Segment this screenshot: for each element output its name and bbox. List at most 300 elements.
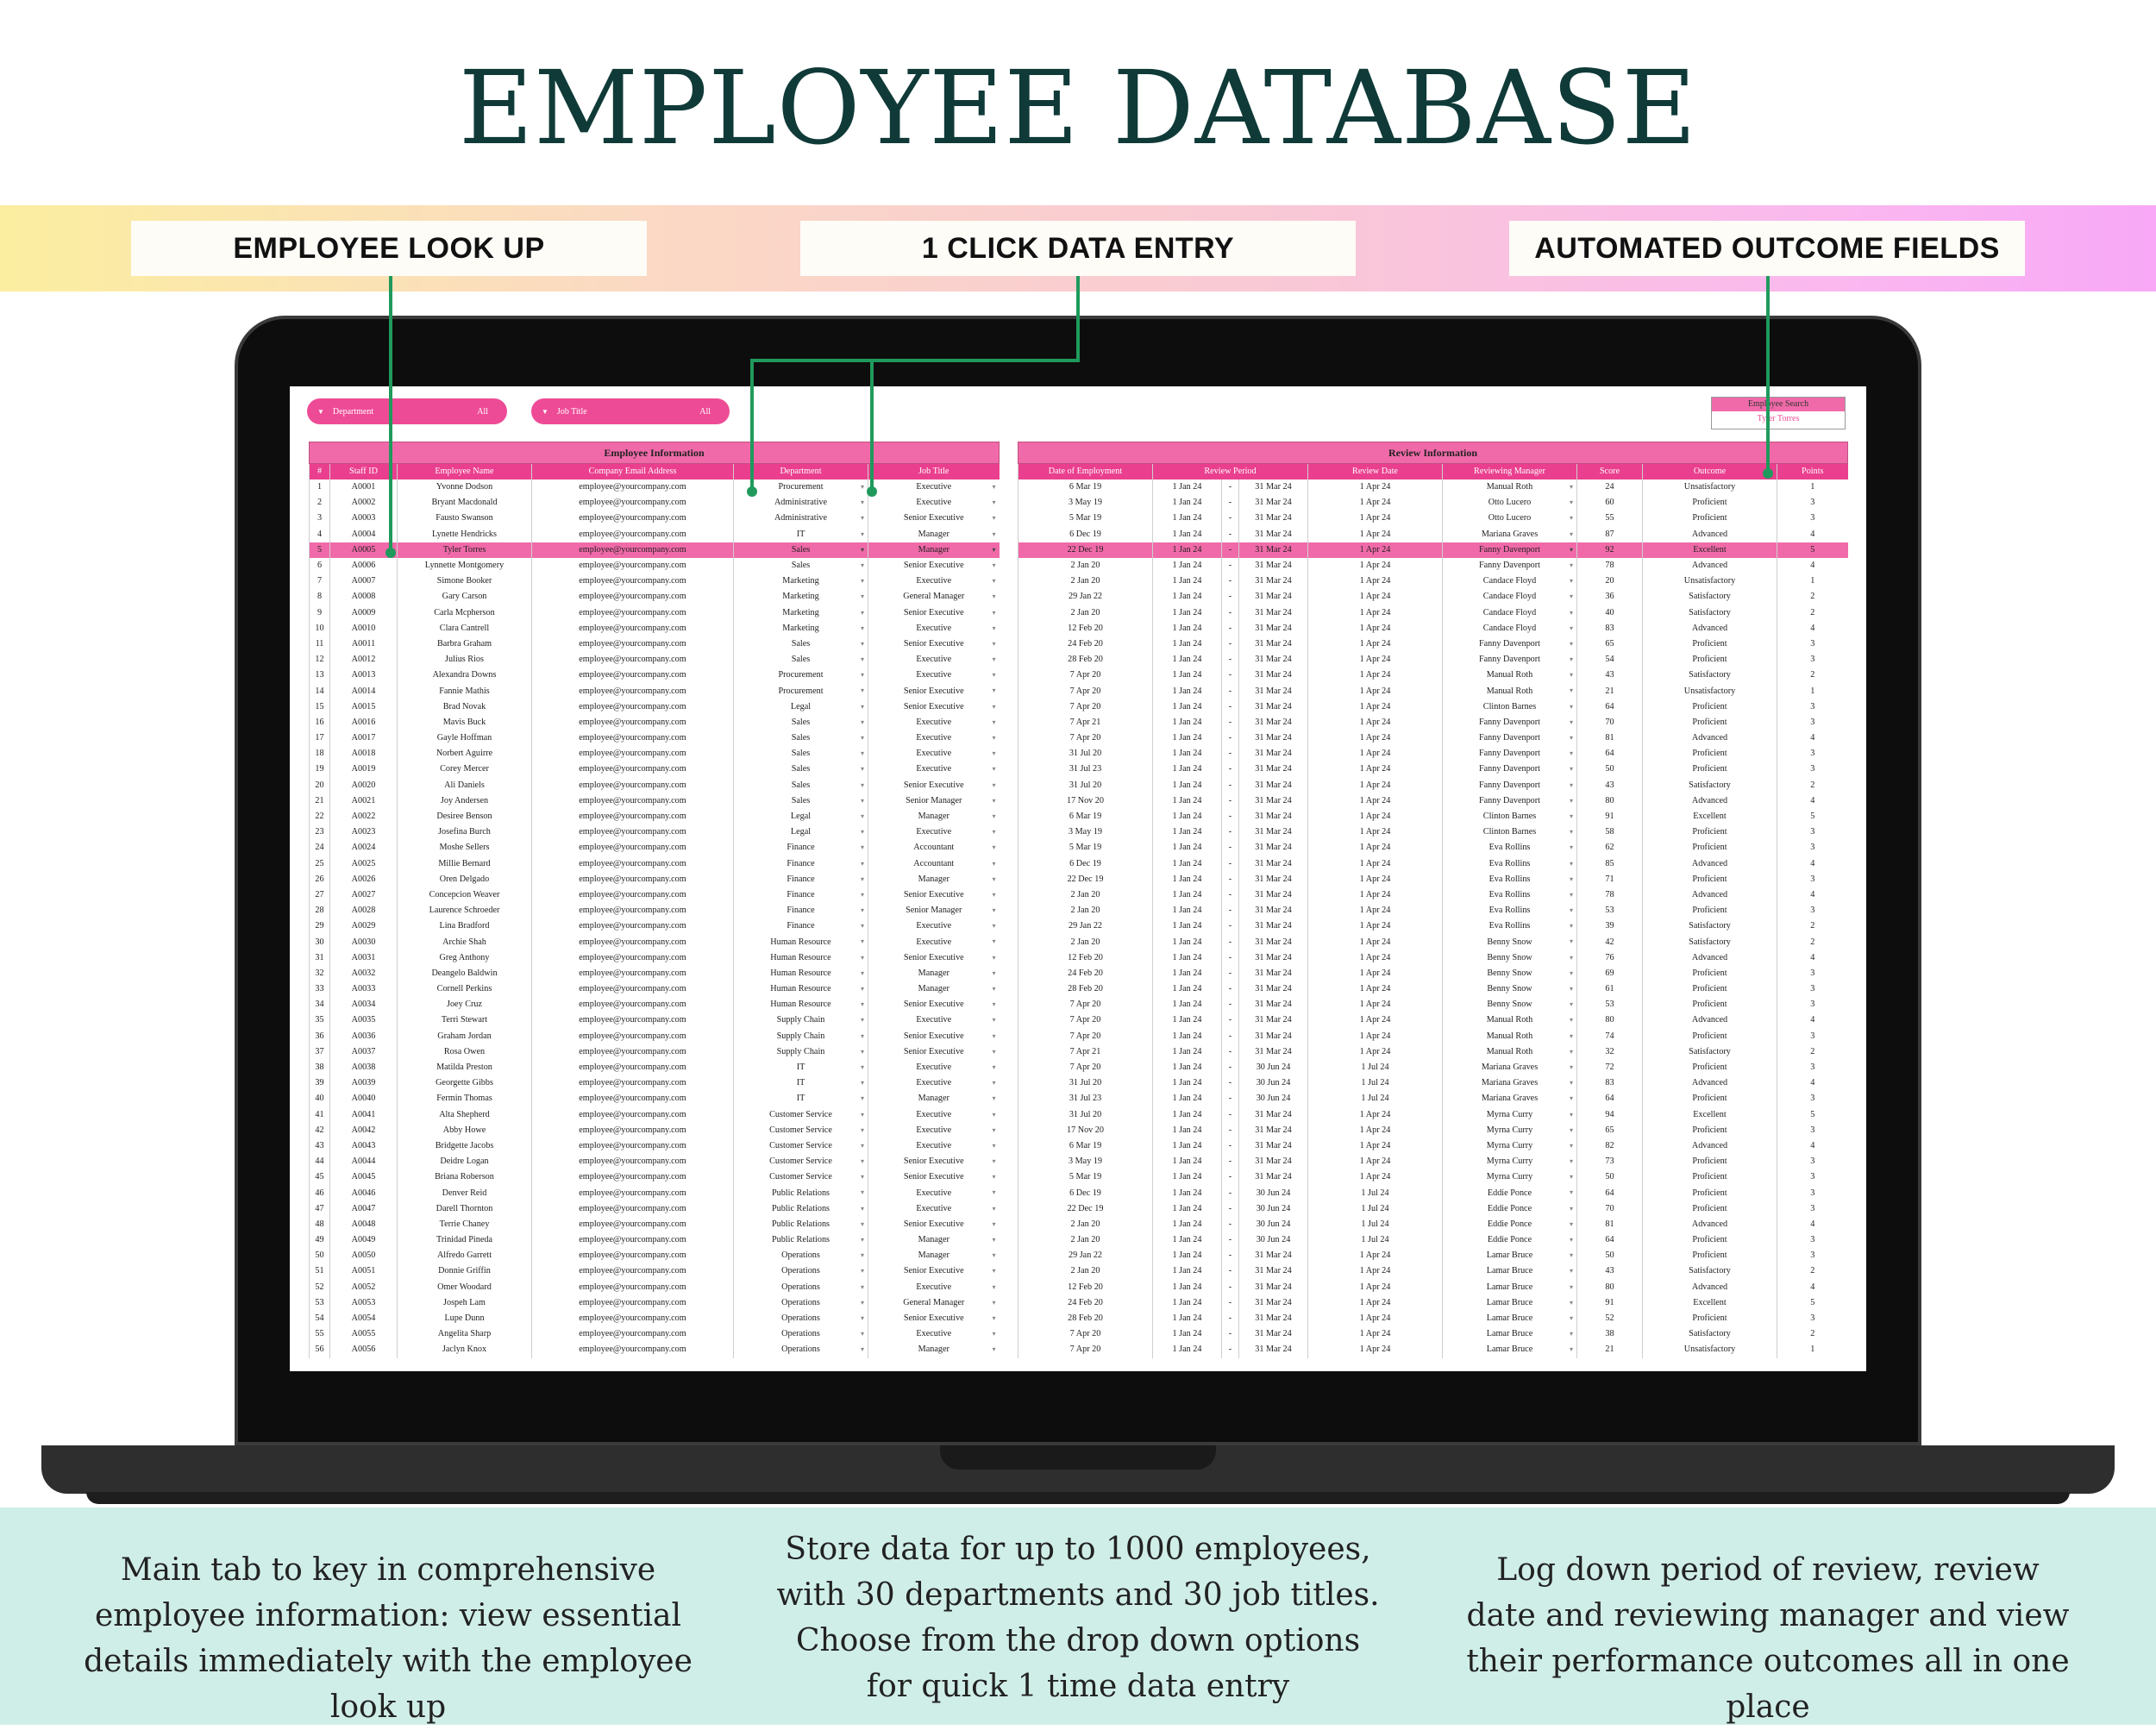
date-of-employment-cell[interactable]: 3 May 19: [1018, 1154, 1153, 1169]
email-cell[interactable]: employee@yourcompany.com: [532, 1138, 734, 1154]
review-period-end-cell[interactable]: 31 Mar 24: [1239, 1342, 1308, 1357]
email-cell[interactable]: employee@yourcompany.com: [532, 746, 734, 762]
review-period-end-cell[interactable]: 31 Mar 24: [1239, 1123, 1308, 1138]
job-title-dropdown-cell[interactable]: Senior Executive ▾: [868, 636, 1000, 652]
email-cell[interactable]: employee@yourcompany.com: [532, 1280, 734, 1295]
staff-id-cell[interactable]: A0009: [330, 605, 398, 621]
job-title-dropdown-cell[interactable]: Executive ▾: [868, 621, 1000, 636]
review-period-end-cell[interactable]: 31 Mar 24: [1239, 652, 1308, 668]
review-period-end-cell[interactable]: 31 Mar 24: [1239, 621, 1308, 636]
department-dropdown-cell[interactable]: Human Resource ▾: [734, 934, 868, 950]
review-period-end-cell[interactable]: 30 Jun 24: [1239, 1217, 1308, 1232]
review-date-cell[interactable]: 1 Apr 24: [1308, 1311, 1443, 1326]
employee-name-cell[interactable]: Bryant Macdonald: [398, 495, 532, 511]
review-date-cell[interactable]: 1 Apr 24: [1308, 527, 1443, 542]
score-cell[interactable]: 80: [1577, 1012, 1643, 1028]
reviewing-manager-dropdown-cell[interactable]: Lamar Bruce ▾: [1443, 1280, 1577, 1295]
job-title-dropdown-cell[interactable]: Senior Executive ▾: [868, 950, 1000, 966]
staff-id-cell[interactable]: A0033: [330, 981, 398, 997]
employee-name-cell[interactable]: Norbert Aguirre: [398, 746, 532, 762]
email-cell[interactable]: employee@yourcompany.com: [532, 1044, 734, 1060]
review-period-end-cell[interactable]: 31 Mar 24: [1239, 1138, 1308, 1154]
date-of-employment-cell[interactable]: 3 May 19: [1018, 824, 1153, 840]
job-title-dropdown-cell[interactable]: Senior Executive ▾: [868, 1263, 1000, 1279]
score-cell[interactable]: 91: [1577, 809, 1643, 824]
review-date-cell[interactable]: 1 Jul 24: [1308, 1232, 1443, 1248]
review-period-start-cell[interactable]: 1 Jan 24: [1153, 1295, 1222, 1311]
review-period-start-cell[interactable]: 1 Jan 24: [1153, 872, 1222, 887]
department-dropdown-cell[interactable]: Customer Service ▾: [734, 1138, 868, 1154]
date-of-employment-cell[interactable]: 2 Jan 20: [1018, 558, 1153, 574]
score-cell[interactable]: 64: [1577, 1185, 1643, 1200]
review-date-cell[interactable]: 1 Apr 24: [1308, 903, 1443, 918]
department-dropdown-cell[interactable]: Procurement ▾: [734, 480, 868, 495]
review-period-start-cell[interactable]: 1 Jan 24: [1153, 542, 1222, 558]
email-cell[interactable]: employee@yourcompany.com: [532, 1123, 734, 1138]
score-cell[interactable]: 70: [1577, 1201, 1643, 1217]
review-period-end-cell[interactable]: 31 Mar 24: [1239, 1311, 1308, 1326]
job-title-dropdown-cell[interactable]: Senior Executive ▾: [868, 683, 1000, 699]
staff-id-cell[interactable]: A0022: [330, 809, 398, 824]
employee-name-cell[interactable]: Alfredo Garrett: [398, 1248, 532, 1263]
email-cell[interactable]: employee@yourcompany.com: [532, 966, 734, 981]
department-dropdown-cell[interactable]: Customer Service ▾: [734, 1123, 868, 1138]
department-dropdown-cell[interactable]: Operations ▾: [734, 1263, 868, 1279]
review-date-cell[interactable]: 1 Apr 24: [1308, 981, 1443, 997]
email-cell[interactable]: employee@yourcompany.com: [532, 1107, 734, 1123]
employee-name-cell[interactable]: Simone Booker: [398, 574, 532, 589]
employee-name-cell[interactable]: Jospeh Lam: [398, 1295, 532, 1311]
review-date-cell[interactable]: 1 Apr 24: [1308, 746, 1443, 762]
review-date-cell[interactable]: 1 Jul 24: [1308, 1075, 1443, 1091]
email-cell[interactable]: employee@yourcompany.com: [532, 872, 734, 887]
review-date-cell[interactable]: 1 Apr 24: [1308, 668, 1443, 683]
email-cell[interactable]: employee@yourcompany.com: [532, 1263, 734, 1279]
review-date-cell[interactable]: 1 Apr 24: [1308, 1342, 1443, 1357]
score-cell[interactable]: 20: [1577, 574, 1643, 589]
department-dropdown-cell[interactable]: Marketing ▾: [734, 574, 868, 589]
department-dropdown-cell[interactable]: Sales ▾: [734, 636, 868, 652]
job-title-dropdown-cell[interactable]: Executive ▾: [868, 1060, 1000, 1075]
date-of-employment-cell[interactable]: 31 Jul 23: [1018, 762, 1153, 777]
score-cell[interactable]: 91: [1577, 1295, 1643, 1311]
review-date-cell[interactable]: 1 Jul 24: [1308, 1091, 1443, 1106]
employee-name-cell[interactable]: Greg Anthony: [398, 950, 532, 966]
date-of-employment-cell[interactable]: 6 Dec 19: [1018, 1185, 1153, 1200]
review-period-start-cell[interactable]: 1 Jan 24: [1153, 1060, 1222, 1075]
review-period-start-cell[interactable]: 1 Jan 24: [1153, 981, 1222, 997]
review-period-end-cell[interactable]: 31 Mar 24: [1239, 746, 1308, 762]
staff-id-cell[interactable]: A0027: [330, 887, 398, 903]
staff-id-cell[interactable]: A0006: [330, 558, 398, 574]
reviewing-manager-dropdown-cell[interactable]: Fanny Davenport ▾: [1443, 730, 1577, 746]
score-cell[interactable]: 83: [1577, 1075, 1643, 1091]
department-dropdown-cell[interactable]: Operations ▾: [734, 1326, 868, 1342]
job-title-dropdown-cell[interactable]: Manager ▾: [868, 1091, 1000, 1106]
staff-id-cell[interactable]: A0030: [330, 934, 398, 950]
department-dropdown-cell[interactable]: Finance ▾: [734, 887, 868, 903]
job-title-dropdown-cell[interactable]: Executive ▾: [868, 1138, 1000, 1154]
staff-id-cell[interactable]: A0034: [330, 997, 398, 1012]
job-title-dropdown-cell[interactable]: Manager ▾: [868, 809, 1000, 824]
date-of-employment-cell[interactable]: 2 Jan 20: [1018, 574, 1153, 589]
review-period-start-cell[interactable]: 1 Jan 24: [1153, 480, 1222, 495]
employee-name-cell[interactable]: Clara Cantrell: [398, 621, 532, 636]
email-cell[interactable]: employee@yourcompany.com: [532, 621, 734, 636]
email-cell[interactable]: employee@yourcompany.com: [532, 809, 734, 824]
score-cell[interactable]: 52: [1577, 1311, 1643, 1326]
staff-id-cell[interactable]: A0041: [330, 1107, 398, 1123]
review-period-start-cell[interactable]: 1 Jan 24: [1153, 652, 1222, 668]
job-title-dropdown-cell[interactable]: Senior Executive ▾: [868, 605, 1000, 621]
email-cell[interactable]: employee@yourcompany.com: [532, 1169, 734, 1185]
department-dropdown-cell[interactable]: Administrative ▾: [734, 495, 868, 511]
employee-name-cell[interactable]: Moshe Sellers: [398, 840, 532, 856]
review-date-cell[interactable]: 1 Apr 24: [1308, 683, 1443, 699]
employee-name-cell[interactable]: Georgette Gibbs: [398, 1075, 532, 1091]
job-title-dropdown-cell[interactable]: Senior Executive ▾: [868, 1169, 1000, 1185]
employee-name-cell[interactable]: Denver Reid: [398, 1185, 532, 1200]
date-of-employment-cell[interactable]: 6 Mar 19: [1018, 480, 1153, 495]
job-title-dropdown-cell[interactable]: Executive ▾: [868, 715, 1000, 730]
reviewing-manager-dropdown-cell[interactable]: Manual Roth ▾: [1443, 1044, 1577, 1060]
review-period-start-cell[interactable]: 1 Jan 24: [1153, 511, 1222, 526]
employee-name-cell[interactable]: Darell Thornton: [398, 1201, 532, 1217]
review-period-end-cell[interactable]: 31 Mar 24: [1239, 762, 1308, 777]
review-period-end-cell[interactable]: 31 Mar 24: [1239, 542, 1308, 558]
employee-name-cell[interactable]: Lina Bradford: [398, 918, 532, 934]
employee-name-cell[interactable]: Corey Mercer: [398, 762, 532, 777]
job-title-dropdown-cell[interactable]: Senior Executive ▾: [868, 1311, 1000, 1326]
review-date-cell[interactable]: 1 Apr 24: [1308, 1044, 1443, 1060]
review-period-start-cell[interactable]: 1 Jan 24: [1153, 778, 1222, 793]
score-cell[interactable]: 53: [1577, 997, 1643, 1012]
score-cell[interactable]: 55: [1577, 511, 1643, 526]
review-period-end-cell[interactable]: 31 Mar 24: [1239, 1263, 1308, 1279]
email-cell[interactable]: employee@yourcompany.com: [532, 542, 734, 558]
review-date-cell[interactable]: 1 Apr 24: [1308, 762, 1443, 777]
date-of-employment-cell[interactable]: 24 Feb 20: [1018, 636, 1153, 652]
review-period-start-cell[interactable]: 1 Jan 24: [1153, 1169, 1222, 1185]
review-period-end-cell[interactable]: 31 Mar 24: [1239, 1295, 1308, 1311]
job-title-dropdown-cell[interactable]: Manager ▾: [868, 981, 1000, 997]
job-title-dropdown-cell[interactable]: Executive ▾: [868, 1075, 1000, 1091]
email-cell[interactable]: employee@yourcompany.com: [532, 1012, 734, 1028]
review-period-end-cell[interactable]: 31 Mar 24: [1239, 1280, 1308, 1295]
job-title-dropdown-cell[interactable]: Executive ▾: [868, 934, 1000, 950]
review-period-end-cell[interactable]: 31 Mar 24: [1239, 480, 1308, 495]
review-period-start-cell[interactable]: 1 Jan 24: [1153, 589, 1222, 605]
department-dropdown-cell[interactable]: Supply Chain ▾: [734, 1029, 868, 1044]
review-period-start-cell[interactable]: 1 Jan 24: [1153, 966, 1222, 981]
email-cell[interactable]: employee@yourcompany.com: [532, 997, 734, 1012]
email-cell[interactable]: employee@yourcompany.com: [532, 856, 734, 872]
employee-name-cell[interactable]: Lynnette Montgomery: [398, 558, 532, 574]
job-title-dropdown-cell[interactable]: Executive ▾: [868, 1107, 1000, 1123]
staff-id-cell[interactable]: A0021: [330, 793, 398, 809]
employee-name-cell[interactable]: Yvonne Dodson: [398, 480, 532, 495]
date-of-employment-cell[interactable]: 29 Jan 22: [1018, 589, 1153, 605]
score-cell[interactable]: 43: [1577, 668, 1643, 683]
job-title-dropdown-cell[interactable]: Executive ▾: [868, 730, 1000, 746]
review-period-end-cell[interactable]: 31 Mar 24: [1239, 1169, 1308, 1185]
staff-id-cell[interactable]: A0047: [330, 1201, 398, 1217]
review-period-end-cell[interactable]: 30 Jun 24: [1239, 1060, 1308, 1075]
department-dropdown-cell[interactable]: IT ▾: [734, 527, 868, 542]
review-date-cell[interactable]: 1 Apr 24: [1308, 1263, 1443, 1279]
department-dropdown-cell[interactable]: Marketing ▾: [734, 621, 868, 636]
reviewing-manager-dropdown-cell[interactable]: Benny Snow ▾: [1443, 934, 1577, 950]
score-cell[interactable]: 53: [1577, 903, 1643, 918]
review-period-start-cell[interactable]: 1 Jan 24: [1153, 824, 1222, 840]
department-dropdown-cell[interactable]: Sales ▾: [734, 715, 868, 730]
staff-id-cell[interactable]: A0054: [330, 1311, 398, 1326]
job-title-dropdown-cell[interactable]: Executive ▾: [868, 652, 1000, 668]
job-title-dropdown-cell[interactable]: Senior Executive ▾: [868, 699, 1000, 715]
review-period-start-cell[interactable]: 1 Jan 24: [1153, 605, 1222, 621]
review-period-start-cell[interactable]: 1 Jan 24: [1153, 558, 1222, 574]
reviewing-manager-dropdown-cell[interactable]: Candace Floyd ▾: [1443, 589, 1577, 605]
review-date-cell[interactable]: 1 Apr 24: [1308, 1138, 1443, 1154]
email-cell[interactable]: employee@yourcompany.com: [532, 589, 734, 605]
review-date-cell[interactable]: 1 Apr 24: [1308, 966, 1443, 981]
email-cell[interactable]: employee@yourcompany.com: [532, 652, 734, 668]
employee-name-cell[interactable]: Rosa Owen: [398, 1044, 532, 1060]
employee-name-cell[interactable]: Fausto Swanson: [398, 511, 532, 526]
score-cell[interactable]: 50: [1577, 762, 1643, 777]
reviewing-manager-dropdown-cell[interactable]: Lamar Bruce ▾: [1443, 1326, 1577, 1342]
score-cell[interactable]: 43: [1577, 778, 1643, 793]
reviewing-manager-dropdown-cell[interactable]: Fanny Davenport ▾: [1443, 652, 1577, 668]
review-period-end-cell[interactable]: 31 Mar 24: [1239, 950, 1308, 966]
date-of-employment-cell[interactable]: 22 Dec 19: [1018, 542, 1153, 558]
date-of-employment-cell[interactable]: 12 Feb 20: [1018, 950, 1153, 966]
department-dropdown-cell[interactable]: IT ▾: [734, 1091, 868, 1106]
review-period-start-cell[interactable]: 1 Jan 24: [1153, 1044, 1222, 1060]
review-period-end-cell[interactable]: 31 Mar 24: [1239, 715, 1308, 730]
date-of-employment-cell[interactable]: 6 Dec 19: [1018, 856, 1153, 872]
date-of-employment-cell[interactable]: 2 Jan 20: [1018, 934, 1153, 950]
department-dropdown-cell[interactable]: Sales ▾: [734, 746, 868, 762]
date-of-employment-cell[interactable]: 2 Jan 20: [1018, 1263, 1153, 1279]
date-of-employment-cell[interactable]: 31 Jul 20: [1018, 1075, 1153, 1091]
score-cell[interactable]: 76: [1577, 950, 1643, 966]
job-title-dropdown-cell[interactable]: Executive ▾: [868, 1185, 1000, 1200]
staff-id-cell[interactable]: A0053: [330, 1295, 398, 1311]
review-date-cell[interactable]: 1 Apr 24: [1308, 589, 1443, 605]
email-cell[interactable]: employee@yourcompany.com: [532, 934, 734, 950]
review-date-cell[interactable]: 1 Apr 24: [1308, 652, 1443, 668]
department-dropdown-cell[interactable]: Finance ▾: [734, 872, 868, 887]
staff-id-cell[interactable]: A0051: [330, 1263, 398, 1279]
job-title-dropdown-cell[interactable]: General Manager ▾: [868, 589, 1000, 605]
review-period-end-cell[interactable]: 31 Mar 24: [1239, 856, 1308, 872]
review-period-end-cell[interactable]: 31 Mar 24: [1239, 699, 1308, 715]
job-title-dropdown-cell[interactable]: Executive ▾: [868, 1326, 1000, 1342]
review-period-start-cell[interactable]: 1 Jan 24: [1153, 699, 1222, 715]
job-title-dropdown-cell[interactable]: Senior Executive ▾: [868, 887, 1000, 903]
date-of-employment-cell[interactable]: 31 Jul 20: [1018, 1107, 1153, 1123]
date-of-employment-cell[interactable]: 2 Jan 20: [1018, 1217, 1153, 1232]
department-dropdown-cell[interactable]: Customer Service ▾: [734, 1169, 868, 1185]
employee-name-cell[interactable]: Alexandra Downs: [398, 668, 532, 683]
department-dropdown-cell[interactable]: Operations ▾: [734, 1280, 868, 1295]
review-date-cell[interactable]: 1 Apr 24: [1308, 574, 1443, 589]
employee-name-cell[interactable]: Deidre Logan: [398, 1154, 532, 1169]
staff-id-cell[interactable]: A0011: [330, 636, 398, 652]
review-period-start-cell[interactable]: 1 Jan 24: [1153, 621, 1222, 636]
review-period-start-cell[interactable]: 1 Jan 24: [1153, 1012, 1222, 1028]
email-cell[interactable]: employee@yourcompany.com: [532, 1342, 734, 1357]
review-period-end-cell[interactable]: 30 Jun 24: [1239, 1185, 1308, 1200]
employee-name-cell[interactable]: Graham Jordan: [398, 1029, 532, 1044]
review-period-end-cell[interactable]: 31 Mar 24: [1239, 1248, 1308, 1263]
score-cell[interactable]: 80: [1577, 1280, 1643, 1295]
review-period-start-cell[interactable]: 1 Jan 24: [1153, 1091, 1222, 1106]
review-period-start-cell[interactable]: 1 Jan 24: [1153, 1280, 1222, 1295]
email-cell[interactable]: employee@yourcompany.com: [532, 715, 734, 730]
review-period-start-cell[interactable]: 1 Jan 24: [1153, 918, 1222, 934]
review-period-start-cell[interactable]: 1 Jan 24: [1153, 840, 1222, 856]
reviewing-manager-dropdown-cell[interactable]: Myrna Curry ▾: [1443, 1169, 1577, 1185]
score-cell[interactable]: 65: [1577, 1123, 1643, 1138]
job-title-dropdown-cell[interactable]: Executive ▾: [868, 746, 1000, 762]
review-date-cell[interactable]: 1 Apr 24: [1308, 918, 1443, 934]
score-cell[interactable]: 82: [1577, 1138, 1643, 1154]
review-period-start-cell[interactable]: 1 Jan 24: [1153, 574, 1222, 589]
review-period-end-cell[interactable]: 30 Jun 24: [1239, 1201, 1308, 1217]
staff-id-cell[interactable]: A0002: [330, 495, 398, 511]
email-cell[interactable]: employee@yourcompany.com: [532, 1232, 734, 1248]
job-title-dropdown-cell[interactable]: Accountant ▾: [868, 856, 1000, 872]
date-of-employment-cell[interactable]: 17 Nov 20: [1018, 793, 1153, 809]
review-period-start-cell[interactable]: 1 Jan 24: [1153, 1248, 1222, 1263]
employee-name-cell[interactable]: Fermin Thomas: [398, 1091, 532, 1106]
score-cell[interactable]: 62: [1577, 840, 1643, 856]
staff-id-cell[interactable]: A0013: [330, 668, 398, 683]
staff-id-cell[interactable]: A0028: [330, 903, 398, 918]
employee-name-cell[interactable]: Lynette Hendricks: [398, 527, 532, 542]
reviewing-manager-dropdown-cell[interactable]: Mariana Graves ▾: [1443, 527, 1577, 542]
reviewing-manager-dropdown-cell[interactable]: Eddie Ponce ▾: [1443, 1217, 1577, 1232]
review-period-start-cell[interactable]: 1 Jan 24: [1153, 636, 1222, 652]
email-cell[interactable]: employee@yourcompany.com: [532, 683, 734, 699]
review-period-end-cell[interactable]: 31 Mar 24: [1239, 840, 1308, 856]
review-period-end-cell[interactable]: 31 Mar 24: [1239, 918, 1308, 934]
review-date-cell[interactable]: 1 Apr 24: [1308, 621, 1443, 636]
review-date-cell[interactable]: 1 Jul 24: [1308, 1217, 1443, 1232]
employee-name-cell[interactable]: Angelita Sharp: [398, 1326, 532, 1342]
review-period-end-cell[interactable]: 31 Mar 24: [1239, 887, 1308, 903]
review-period-start-cell[interactable]: 1 Jan 24: [1153, 746, 1222, 762]
review-period-end-cell[interactable]: 31 Mar 24: [1239, 527, 1308, 542]
review-period-start-cell[interactable]: 1 Jan 24: [1153, 934, 1222, 950]
employee-name-cell[interactable]: Deangelo Baldwin: [398, 966, 532, 981]
job-title-dropdown-cell[interactable]: Senior Executive ▾: [868, 997, 1000, 1012]
email-cell[interactable]: employee@yourcompany.com: [532, 1091, 734, 1106]
department-dropdown-cell[interactable]: Customer Service ▾: [734, 1154, 868, 1169]
date-of-employment-cell[interactable]: 28 Feb 20: [1018, 1311, 1153, 1326]
score-cell[interactable]: 64: [1577, 699, 1643, 715]
department-dropdown-cell[interactable]: Operations ▾: [734, 1311, 868, 1326]
department-dropdown-cell[interactable]: Human Resource ▾: [734, 966, 868, 981]
staff-id-cell[interactable]: A0055: [330, 1326, 398, 1342]
employee-name-cell[interactable]: Terri Stewart: [398, 1012, 532, 1028]
date-of-employment-cell[interactable]: 5 Mar 19: [1018, 840, 1153, 856]
date-of-employment-cell[interactable]: 7 Apr 20: [1018, 1342, 1153, 1357]
staff-id-cell[interactable]: A0026: [330, 872, 398, 887]
department-dropdown-cell[interactable]: Sales ▾: [734, 762, 868, 777]
review-period-start-cell[interactable]: 1 Jan 24: [1153, 668, 1222, 683]
employee-name-cell[interactable]: Mavis Buck: [398, 715, 532, 730]
department-dropdown-cell[interactable]: Supply Chain ▾: [734, 1012, 868, 1028]
employee-name-cell[interactable]: Concepcion Weaver: [398, 887, 532, 903]
reviewing-manager-dropdown-cell[interactable]: Mariana Graves ▾: [1443, 1091, 1577, 1106]
score-cell[interactable]: 42: [1577, 934, 1643, 950]
staff-id-cell[interactable]: A0056: [330, 1342, 398, 1357]
score-cell[interactable]: 39: [1577, 918, 1643, 934]
staff-id-cell[interactable]: A0040: [330, 1091, 398, 1106]
reviewing-manager-dropdown-cell[interactable]: Fanny Davenport ▾: [1443, 542, 1577, 558]
reviewing-manager-dropdown-cell[interactable]: Manual Roth ▾: [1443, 668, 1577, 683]
review-date-cell[interactable]: 1 Apr 24: [1308, 1280, 1443, 1295]
email-cell[interactable]: employee@yourcompany.com: [532, 793, 734, 809]
reviewing-manager-dropdown-cell[interactable]: Eva Rollins ▾: [1443, 903, 1577, 918]
review-period-end-cell[interactable]: 31 Mar 24: [1239, 1107, 1308, 1123]
email-cell[interactable]: employee@yourcompany.com: [532, 1060, 734, 1075]
email-cell[interactable]: employee@yourcompany.com: [532, 887, 734, 903]
review-date-cell[interactable]: 1 Jul 24: [1308, 1060, 1443, 1075]
employee-name-cell[interactable]: Josefina Burch: [398, 824, 532, 840]
department-dropdown-cell[interactable]: Finance ▾: [734, 903, 868, 918]
employee-name-cell[interactable]: Alta Shepherd: [398, 1107, 532, 1123]
reviewing-manager-dropdown-cell[interactable]: Fanny Davenport ▾: [1443, 778, 1577, 793]
reviewing-manager-dropdown-cell[interactable]: Myrna Curry ▾: [1443, 1123, 1577, 1138]
score-cell[interactable]: 85: [1577, 856, 1643, 872]
review-period-end-cell[interactable]: 31 Mar 24: [1239, 668, 1308, 683]
review-date-cell[interactable]: 1 Apr 24: [1308, 809, 1443, 824]
staff-id-cell[interactable]: A0016: [330, 715, 398, 730]
review-period-end-cell[interactable]: 31 Mar 24: [1239, 1044, 1308, 1060]
date-of-employment-cell[interactable]: 2 Jan 20: [1018, 887, 1153, 903]
job-title-dropdown-cell[interactable]: Senior Executive ▾: [868, 778, 1000, 793]
review-date-cell[interactable]: 1 Apr 24: [1308, 480, 1443, 495]
review-period-end-cell[interactable]: 31 Mar 24: [1239, 903, 1308, 918]
review-period-end-cell[interactable]: 31 Mar 24: [1239, 683, 1308, 699]
score-cell[interactable]: 50: [1577, 1248, 1643, 1263]
review-date-cell[interactable]: 1 Apr 24: [1308, 605, 1443, 621]
reviewing-manager-dropdown-cell[interactable]: Lamar Bruce ▾: [1443, 1342, 1577, 1357]
staff-id-cell[interactable]: A0049: [330, 1232, 398, 1248]
date-of-employment-cell[interactable]: 6 Dec 19: [1018, 527, 1153, 542]
employee-name-cell[interactable]: Archie Shah: [398, 934, 532, 950]
review-date-cell[interactable]: 1 Apr 24: [1308, 1029, 1443, 1044]
reviewing-manager-dropdown-cell[interactable]: Manual Roth ▾: [1443, 683, 1577, 699]
email-cell[interactable]: employee@yourcompany.com: [532, 511, 734, 526]
email-cell[interactable]: employee@yourcompany.com: [532, 824, 734, 840]
employee-name-cell[interactable]: Abby Howe: [398, 1123, 532, 1138]
email-cell[interactable]: employee@yourcompany.com: [532, 1154, 734, 1169]
review-period-end-cell[interactable]: 31 Mar 24: [1239, 574, 1308, 589]
email-cell[interactable]: employee@yourcompany.com: [532, 1217, 734, 1232]
employee-name-cell[interactable]: Brad Novak: [398, 699, 532, 715]
date-of-employment-cell[interactable]: 12 Feb 20: [1018, 621, 1153, 636]
employee-name-cell[interactable]: Carla Mcpherson: [398, 605, 532, 621]
employee-name-cell[interactable]: Matilda Preston: [398, 1060, 532, 1075]
reviewing-manager-dropdown-cell[interactable]: Fanny Davenport ▾: [1443, 746, 1577, 762]
review-period-start-cell[interactable]: 1 Jan 24: [1153, 793, 1222, 809]
employee-name-cell[interactable]: Laurence Schroeder: [398, 903, 532, 918]
